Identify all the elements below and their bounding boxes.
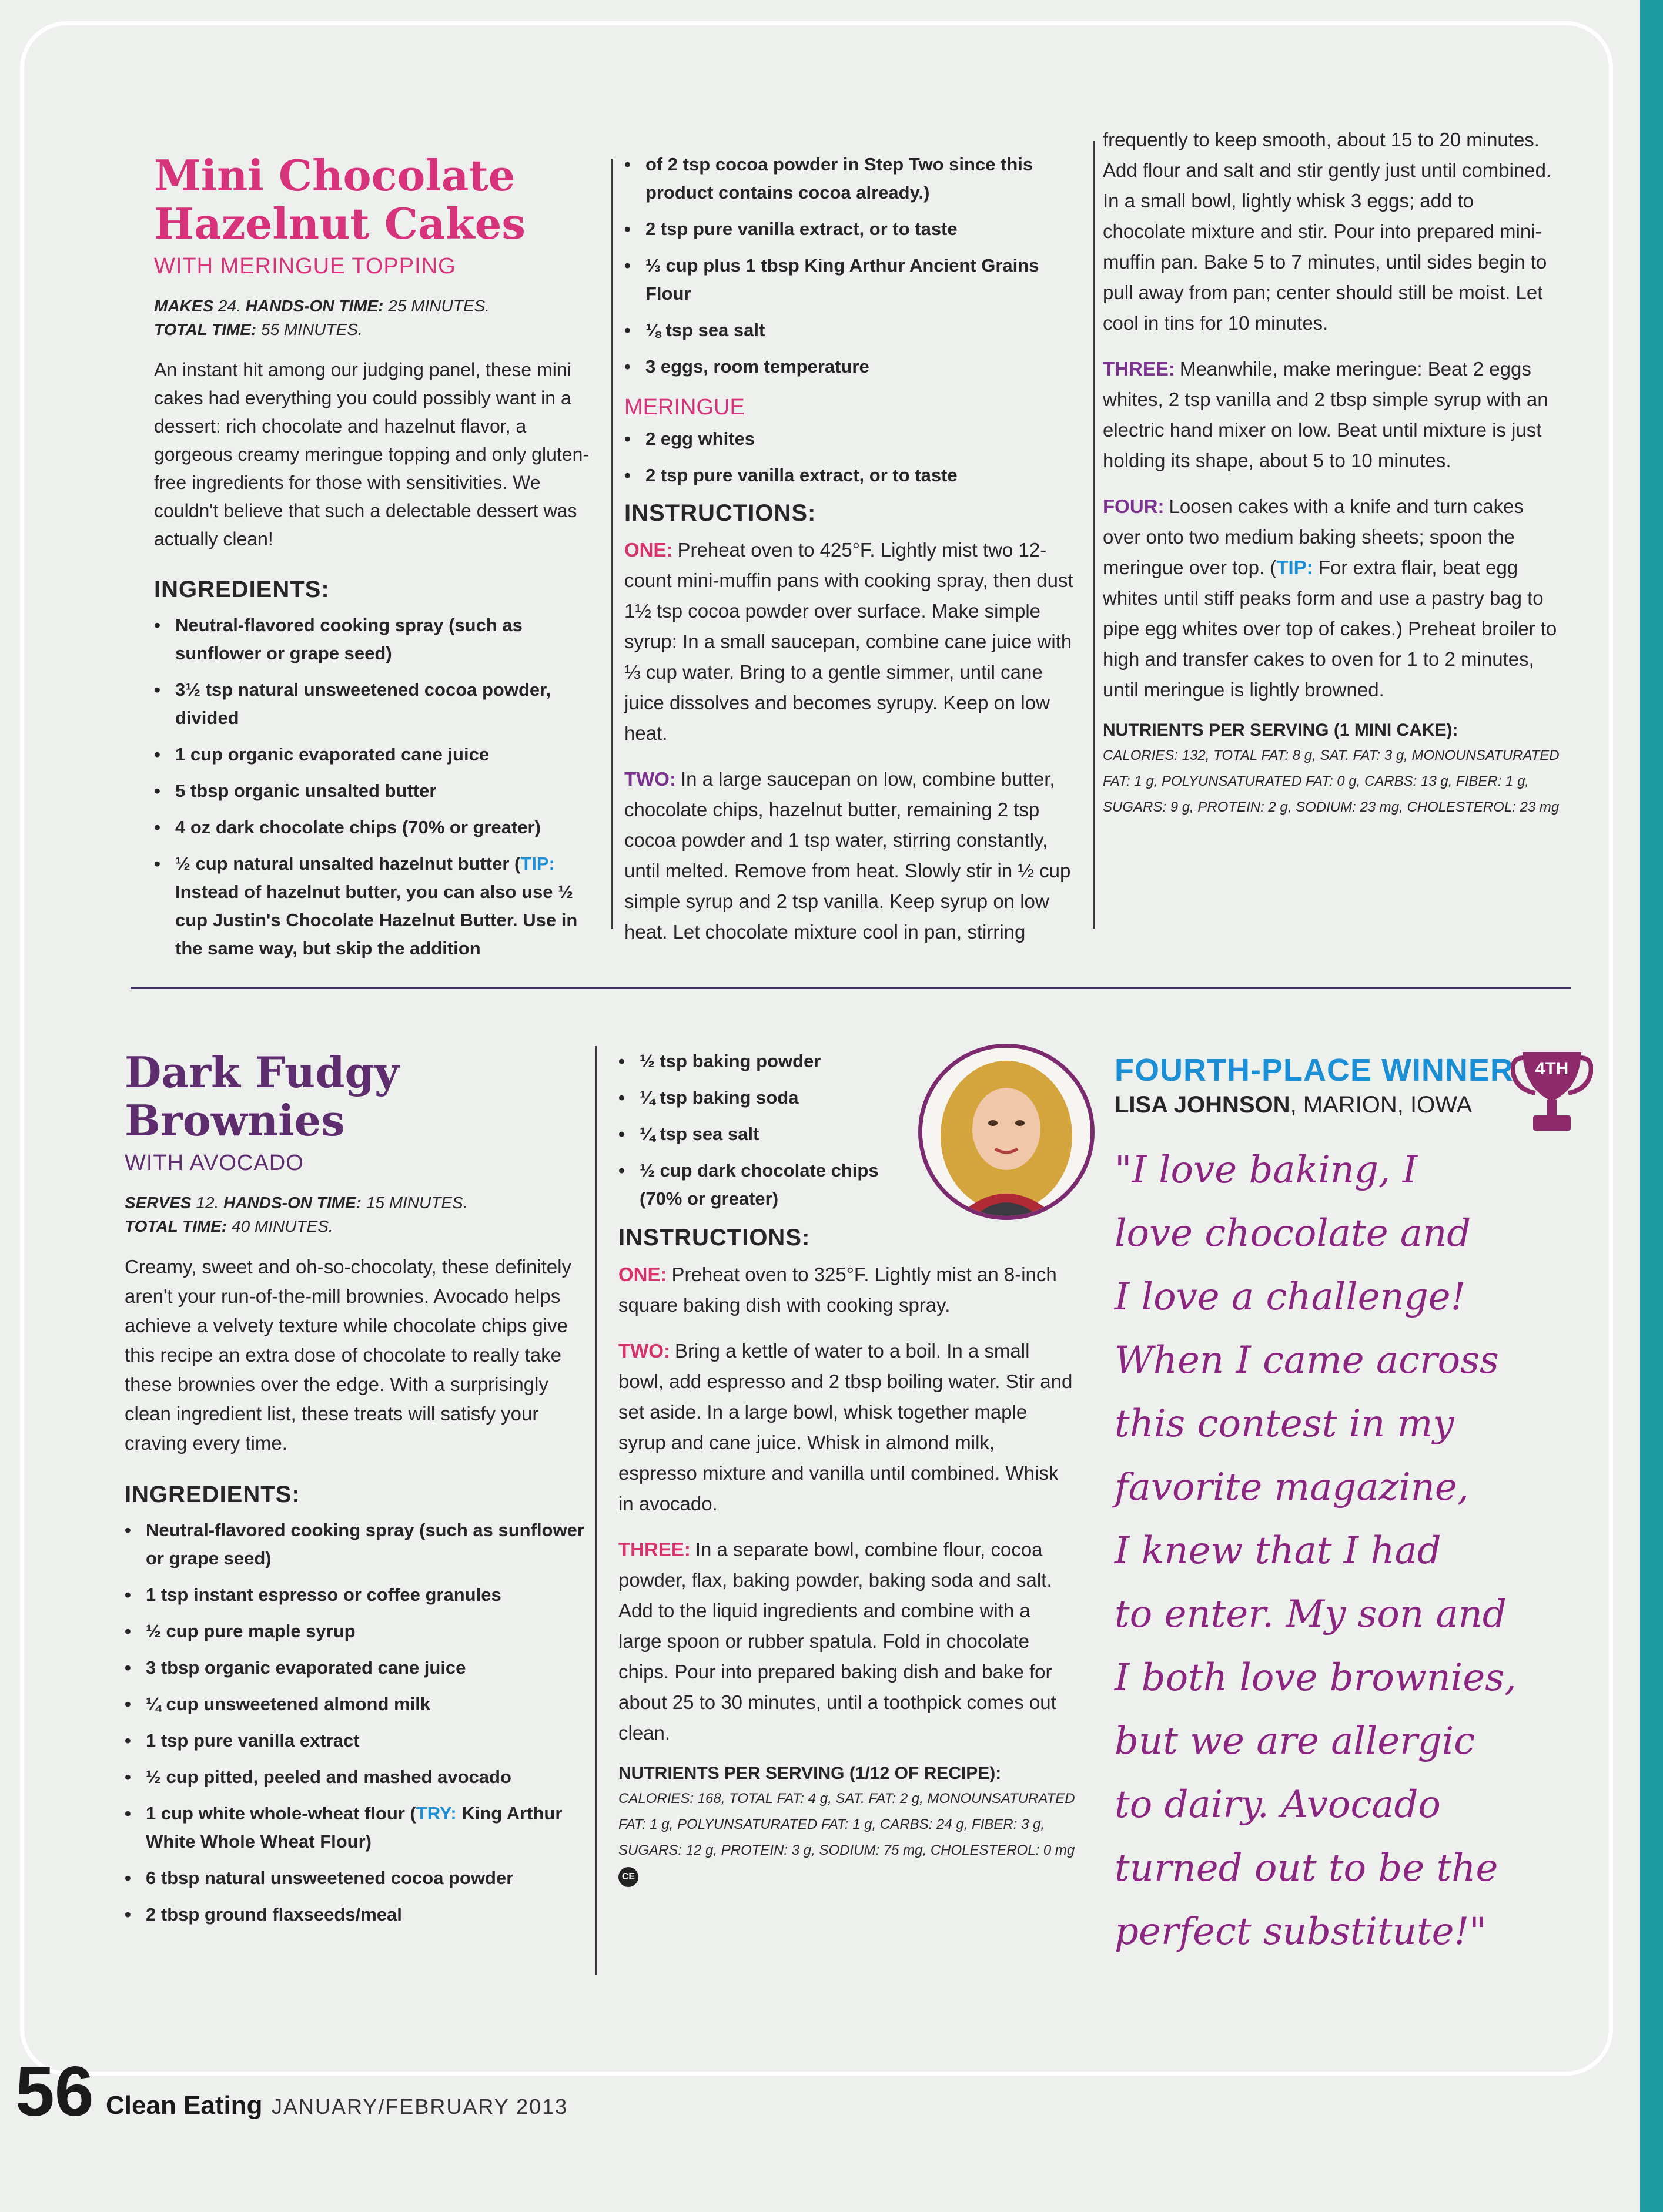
winner-name: LISA JOHNSON <box>1115 1092 1290 1118</box>
cakes-ingredient-list-2 <box>624 150 1083 381</box>
list-item: • 1 tsp pure vanilla extract <box>125 1727 589 1755</box>
list-item: • ½ cup pure maple syrup <box>125 1617 589 1645</box>
clean-eating-badge: CE <box>618 1867 638 1887</box>
list-item: • ½ cup pitted, peeled and mashed avocado <box>125 1763 589 1791</box>
nutrients-serving-text: (1 MINI CAKE): <box>1333 720 1458 740</box>
brownies-intro: Creamy, sweet and oh-so-chocolaty, these definitely aren't your run-of-the-mill brownies. Avocado helps achieve a velvety texture while chocolate chips give this recipe an extra dose of chocolate to really take these brownies over the edge. With a surprisingly clean ingredient list, these treats will satisfy your craving every time. <box>125 1256 571 1454</box>
brownies-meta <box>125 1191 589 1238</box>
magazine-name: Clean Eating <box>106 2091 263 2120</box>
list-item: • 5 tbsp organic unsalted butter <box>154 777 601 805</box>
step-label: THREE: <box>618 1539 691 1560</box>
cakes-intro: An instant hit among our judging panel, these mini cakes had everything you could possibly want in a dessert: rich chocolate and hazelnut flavor, a gorgeous creamy meringue topping and only gluten-free ingredients for those with sensitivities. We couldn't believe that such a delectable dessert was actually clean! <box>154 359 590 549</box>
step-label: TWO: <box>624 768 676 790</box>
hazelnut-butter-text: ½ cup natural unsalted hazelnut butter <box>175 853 510 874</box>
cakes-step-three <box>1103 354 1561 476</box>
page-number: 56 <box>15 2052 94 2131</box>
list-item: • ½ cup natural unsalted hazelnut butter (TIP: Instead of hazelnut butter, you can also use ½ cup Justin's Chocolate Hazelnut Butter. Use in the same way, but skip the addition <box>154 850 601 963</box>
cakes-handson-label: HANDS-ON TIME: <box>245 297 384 315</box>
cakes-step-one <box>624 535 1083 749</box>
meringue-heading: MERINGUE <box>624 395 745 420</box>
flour-text: 1 cup white whole-wheat flour ( <box>146 1803 416 1824</box>
brownies-subtitle: WITH AVOCADO <box>125 1151 304 1175</box>
column-divider <box>595 1046 597 1975</box>
cakes-ingredients-heading: INGREDIENTS: <box>154 577 330 602</box>
trophy-rank: 4TH <box>1535 1059 1569 1078</box>
brownies-instructions-heading: INSTRUCTIONS: <box>618 1225 811 1251</box>
brownies-step-three <box>618 1534 1077 1748</box>
quote-line: favorite magazine, <box>1115 1466 1470 1509</box>
step-text: Meanwhile, make meringue: Beat 2 eggs whites, 2 tsp vanilla and 2 tbsp simple syrup with an electric hand mixer on low. Beat until mixture is just holding its shape, about 5 to 10 minutes. <box>1103 358 1548 471</box>
list-item: • 2 tsp pure vanilla extract, or to taste <box>624 215 1083 243</box>
step-text: In a large saucepan on low, combine butter, chocolate chips, hazelnut butter, remaining 2 tsp cocoa powder and 1 tsp water, stirring constantly, until melted. Remove from heat. Slowly stir in ½ cup simple syrup and 2 tsp vanilla. Keep syrup on low heat. Let chocolate mixture cool in pan, stirring <box>624 768 1071 943</box>
cakes-nutrients-heading <box>1103 720 1561 740</box>
quote-line: I both love brownies, <box>1115 1656 1517 1700</box>
nutrients-heading-text: NUTRIENTS PER SERVING <box>1103 720 1329 740</box>
winner-label: FOURTH-PLACE WINNER <box>1115 1053 1514 1088</box>
brownies-total-value: 40 MINUTES. <box>232 1217 333 1235</box>
quote-line: love chocolate and <box>1115 1212 1471 1255</box>
brownies-serves-label: SERVES <box>125 1194 192 1212</box>
brownies-title-line-1: Dark Fudgy <box>125 1047 399 1097</box>
cakes-meta <box>154 294 601 341</box>
cakes-makes-label: MAKES <box>154 297 214 315</box>
list-item: • 2 tsp pure vanilla extract, or to taste <box>624 461 1083 490</box>
step-label: ONE: <box>618 1263 667 1285</box>
cakes-makes-value: 24. <box>218 297 241 315</box>
step-label: TWO: <box>618 1340 670 1362</box>
step-text: Bring a kettle of water to a boil. In a small bowl, add espresso and 2 tbsp boiling water. Stir and set aside. In a large bowl, whisk together maple syrup and cane juice. Whisk in almond milk, espresso mixture and vanilla until combined. Whisk in avocado. <box>618 1340 1073 1514</box>
list-item: • 2 egg whites <box>624 425 1083 453</box>
list-item: • ¼ tsp baking soda <box>618 1084 912 1112</box>
list-item: • 2 tbsp ground flaxseeds/meal <box>125 1901 589 1929</box>
quote-line: to dairy. Avocado <box>1115 1783 1441 1826</box>
quote-line: but we are allergic <box>1115 1720 1475 1763</box>
brownies-column-1 <box>125 1048 589 1937</box>
list-item: • ½ tsp baking powder <box>618 1047 912 1075</box>
step-label: ONE: <box>624 539 673 561</box>
cakes-instructions-heading: INSTRUCTIONS: <box>624 500 817 526</box>
list-item <box>125 1799 589 1856</box>
trophy-icon <box>1511 1047 1593 1135</box>
cakes-step-four <box>1103 491 1561 705</box>
cakes-column-3 <box>1103 125 1561 820</box>
brownies-title <box>125 1048 589 1145</box>
list-item: • 3 tbsp organic evaporated cane juice <box>125 1654 589 1682</box>
step-label: FOUR: <box>1103 495 1165 517</box>
brownies-handson-label: HANDS-ON TIME: <box>223 1194 362 1212</box>
cakes-title-line-2: Hazelnut Cakes <box>154 199 526 249</box>
winner-photo <box>918 1044 1095 1220</box>
quote-line: I love a challenge! <box>1115 1275 1466 1319</box>
list-item: • 3 eggs, room temperature <box>624 353 1083 381</box>
quote-line: perfect substitute!" <box>1115 1910 1487 1953</box>
list-item: • ⅛ tsp sea salt <box>624 316 1083 344</box>
brownies-serves-value: 12. <box>196 1194 219 1212</box>
tip-label: TIP: <box>1276 557 1313 578</box>
tip-text: Instead of hazelnut butter, you can also use ½ cup Justin's Chocolate Hazelnut Butter. Use in the same way, but skip the addition <box>175 882 578 958</box>
quote-line: "I love baking, I <box>1115 1148 1417 1192</box>
tip-label: TIP: <box>520 853 555 874</box>
list-item: • ¼ tsp sea salt <box>618 1120 912 1148</box>
tip-continuation-text: of 2 tsp cocoa powder in Step Two since this product contains cocoa already.) <box>645 154 1033 203</box>
list-item: • Neutral-flavored cooking spray (such as sunflower or grape seed) <box>125 1516 589 1573</box>
cakes-handson-value: 25 MINUTES. <box>388 297 490 315</box>
cakes-subtitle: WITH MERINGUE TOPPING <box>154 254 456 279</box>
quote-line: When I came across <box>1115 1339 1499 1382</box>
step-text: For extra flair, beat egg whites until stiff peaks form and use a pastry bag to pipe egg whites over top of cakes.) Preheat broiler to high and transfer cakes to oven for 1 to 2 minutes, until meringue is lightly browned. <box>1103 557 1557 701</box>
quote-line: this contest in my <box>1115 1402 1454 1446</box>
brownies-nutrients-heading <box>618 1764 1077 1784</box>
list-item: • 6 tbsp natural unsweetened cocoa powder <box>125 1864 589 1892</box>
issue-date: JANUARY/FEBRUARY 2013 <box>272 2094 568 2119</box>
cakes-total-value: 55 MINUTES. <box>261 320 363 338</box>
list-item: • 1 cup organic evaporated cane juice <box>154 740 601 769</box>
winner-location: , MARION, IOWA <box>1290 1092 1473 1118</box>
brownies-ingredient-list-2 <box>618 1047 912 1213</box>
winner-column <box>1115 1052 1608 1963</box>
brownies-total-label: TOTAL TIME: <box>125 1217 227 1235</box>
brownies-step-one <box>618 1259 1077 1321</box>
cakes-step-two <box>624 764 1083 947</box>
nutrients-serving-text: (1/12 OF RECIPE): <box>849 1764 1002 1783</box>
flour-brand-text: King Arthur White Whole Wheat Flour) <box>146 1803 563 1852</box>
brownies-step-two <box>618 1336 1077 1519</box>
brownies-ingredient-list <box>125 1516 589 1929</box>
list-item: • ½ cup dark chocolate chips (70% or greater) <box>618 1157 912 1213</box>
portrait-illustration <box>922 1048 1090 1216</box>
section-divider <box>131 987 1571 989</box>
brownies-title-line-2: Brownies <box>125 1095 345 1145</box>
step-text: Loosen cakes with a knife and turn cakes over onto two medium baking sheets; spoon the meringue over top. ( <box>1103 495 1524 578</box>
try-label: TRY: <box>416 1803 457 1824</box>
column-divider <box>611 159 613 929</box>
list-item: • Neutral-flavored cooking spray (such as sunflower or grape seed) <box>154 611 601 668</box>
list-item: • ⅓ cup plus 1 tbsp King Arthur Ancient Grains Flour <box>624 252 1083 308</box>
cakes-column-2 <box>624 150 1083 963</box>
nutrients-text: CALORIES: 168, TOTAL FAT: 4 g, SAT. FAT: 2 g, MONOUNSATURATED FAT: 1 g, POLYUNSATURATED FAT: 1 g, CARBS: 24 g, FIBER: 3 g, SUGARS: 12 g, PROTEIN: 3 g, SODIUM: 75 mg, CHOLESTEROL: 0 mg <box>618 1791 1075 1858</box>
list-item: • 4 oz dark chocolate chips (70% or greater) <box>154 813 601 842</box>
meringue-list <box>624 425 1083 490</box>
list-item: • ¼ cup unsweetened almond milk <box>125 1690 589 1718</box>
brownies-nutrients <box>618 1786 1077 1889</box>
step-text: In a separate bowl, combine flour, cocoa powder, flax, baking powder, baking soda and salt. Add to the liquid ingredients and combine with a large spoon or rubber spatula. Fold in chocolate chips. Pour into prepared baking dish and bake for about 25 to 30 minutes, until a toothpick comes out clean. <box>618 1539 1056 1744</box>
tip-continuation <box>624 150 1083 207</box>
step-text: Preheat oven to 425°F. Lightly mist two 12-count mini-muffin pans with cooking spray, then dust 1½ tsp cocoa powder over surface. Make simple syrup: In a small saucepan, combine cane juice with ⅓ cup water. Bring to a gentle simmer, until cane juice dissolves and becomes syrupy. Keep on low heat. <box>624 539 1073 744</box>
quote-line: to enter. My son and <box>1115 1593 1507 1636</box>
quote-line: I knew that I had <box>1115 1529 1441 1573</box>
step-label: THREE: <box>1103 358 1175 380</box>
cakes-ingredient-list <box>154 611 601 963</box>
cakes-title-line-1: Mini Chocolate <box>154 150 516 200</box>
cakes-nutrients: CALORIES: 132, TOTAL FAT: 8 g, SAT. FAT: 3 g, MONOUNSATURATED FAT: 1 g, POLYUNSATURATED FAT: 0 g, CARBS: 13 g, FIBER: 1 g, SUGARS: 9 g, PROTEIN: 2 g, SODIUM: 23 mg, CHOLESTEROL: 23 mg <box>1103 748 1560 815</box>
quote-line: turned out to be the <box>1115 1846 1498 1890</box>
list-item: • 3½ tsp natural unsweetened cocoa powder, divided <box>154 676 601 732</box>
cakes-total-label: TOTAL TIME: <box>154 320 257 338</box>
brownies-handson-value: 15 MINUTES. <box>366 1194 468 1212</box>
step-text: Preheat oven to 325°F. Lightly mist an 8-inch square baking dish with cooking spray. <box>618 1263 1057 1316</box>
cakes-title <box>154 152 601 248</box>
nutrients-heading-text: NUTRIENTS PER SERVING <box>618 1764 845 1783</box>
column-divider <box>1093 141 1095 929</box>
list-item: • 1 tsp instant espresso or coffee granules <box>125 1581 589 1609</box>
cakes-step-two-continued: frequently to keep smooth, about 15 to 20 minutes. Add flour and salt and stir gently just until combined. In a small bowl, lightly whisk 3 eggs; add to chocolate mixture and stir. Pour into prepared mini-muffin pan. Bake 5 to 7 minutes, until sides begin to pull away from pan; center should still be moist. Let cool in tins for 10 minutes. <box>1103 129 1552 334</box>
brownies-ingredients-heading: INGREDIENTS: <box>125 1482 300 1507</box>
winner-quote <box>1115 1138 1608 1963</box>
cakes-column-1 <box>154 152 601 971</box>
